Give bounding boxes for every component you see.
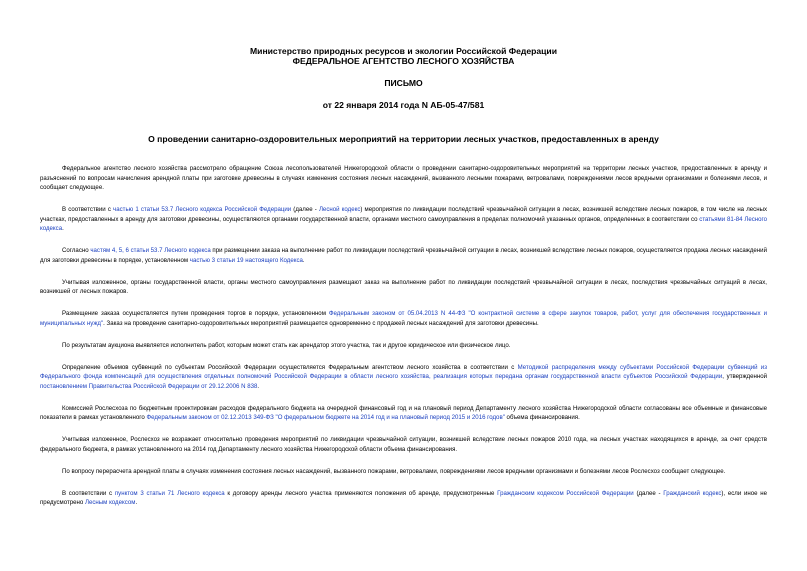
paragraph-text: Комиссией Рослесхоза по бюджетным проектировкам расходов федерального бюджета на очередной финансовый год и на плановый период Департаменту лесного хозяйства Нижегородской области согласованы все объемные и финансовые показатели в рамках установленного: [40, 404, 767, 421]
legal-reference-link[interactable]: пунктом 3 статьи 71 Лесного кодекса: [114, 489, 225, 497]
agency-name: ФЕДЕРАЛЬНОЕ АГЕНТСТВО ЛЕСНОГО ХОЗЯЙСТВА: [292, 56, 515, 66]
paragraph-text: Федеральное агентство лесного хозяйства рассмотрело обращение Союза лесопользователей Нижегородской области о проведении санитарно-оздоровительных мероприятий на территории лесных участков, предоставленных в аренду и разъяснений по вопросам начисления арендной платы при заготовке древесины в случаях изменения состояния лесных насаждений, вызванного лесными пожарами, ветровалами, повреждениями лесов вредными организмами и болезнями лесов, и сообщает следующее.: [40, 165, 767, 191]
paragraph-text: .: [135, 499, 138, 506]
paragraph-text: ), если иное не предусмотрено: [40, 489, 768, 506]
paragraph: [40, 246, 767, 265]
document-type: ПИСЬМО: [384, 78, 423, 88]
paragraph-text: к договору аренды лесного участка применяются положения об аренде, предусмотренные: [224, 489, 498, 497]
paragraph-text: при размещении заказа на выполнение работ по ликвидации последствий чрезвычайной ситуации в лесах, возникшей вследствие лесных пожаров, осуществляется продажа лесных насаждений для заготовки древесины в порядке, установленном: [40, 247, 767, 264]
paragraph: [40, 205, 767, 234]
paragraph: [40, 363, 767, 392]
paragraph-text: .: [257, 382, 260, 390]
paragraph: [40, 278, 767, 297]
paragraph: [40, 164, 767, 193]
legal-reference-link[interactable]: Федеральным законом от 05.04.2013 N 44-ФЗ "О контрактной системе в сфере закупок товаров, работ, услуг для обеспечения государственных и муниципальных нужд": [40, 310, 767, 327]
document-title: О проведении санитарно-оздоровительных мероприятий на территории лесных участков, предоставленных в аренду: [148, 134, 659, 144]
paragraph-text: .: [302, 256, 305, 264]
document-date-number: от 22 января 2014 года N АБ-05-47/581: [322, 100, 485, 110]
paragraph-text: Учитывая изложенное, органы государственной власти, органы местного самоуправления размещают заказ на выполнение работ по ликвидации последствий чрезвычайной ситуации в лесах, последствия чрезвычайных ситуаций в лесах, возникшей от лесных пожаров.: [40, 278, 767, 295]
paragraph: [40, 309, 767, 328]
paragraph-text: , утвержденной: [722, 373, 767, 380]
legal-reference-link[interactable]: частью 1 статьи 53.7 Лесного кодекса Российской Федерации: [113, 206, 292, 213]
legal-reference-link[interactable]: Федеральным законом от 02.12.2013 349-ФЗ "О федеральном бюджете на 2014 год и на плановый период 2015 и 2016 годов": [146, 414, 505, 421]
paragraph-text: Определение объемов субвенций по субъектам Российской Федерации осуществляется Федеральным агентством лесного хозяйства в соответствии с: [62, 363, 518, 371]
paragraph-text: В соответствии с: [62, 206, 114, 213]
legal-reference-link[interactable]: Лесной кодекс: [318, 206, 361, 213]
paragraph: [40, 341, 767, 351]
paragraph-text: Согласно: [62, 247, 91, 254]
paragraph-text: . Заказ на проведение санитарно-оздоровительных мероприятий размещается одновременно с продажей лесных насаждений для заготовки древесины.: [103, 319, 539, 327]
legal-reference-link[interactable]: Лесным кодексом: [85, 499, 136, 506]
paragraph-text: Размещение заказа осуществляется путем проведения торгов в порядке, установленном: [62, 310, 329, 317]
paragraph: [40, 404, 767, 423]
paragraph-text: (далее -: [633, 489, 664, 497]
legal-reference-link[interactable]: Гражданский кодекс: [663, 489, 722, 497]
legal-reference-link[interactable]: Методикой распределения между субъектами Российской Федерации субвенций из Федерального фонда компенсаций для осуществления отдельных полномочий Российской Федерации в области лесного хозяйства, реализация которых передана органам государственной власти субъектов Российской Федерации: [40, 363, 768, 380]
paragraph-text: Учитывая изложенное, Рослесхоз не возражает относительно проведения мероприятий по ликвидации чрезвычайной ситуации, возникшей вследствие лесных пожаров 2010 года, на лесных участках находящихся в аренде, за счет средств федерального бюджета, в рамках установленного на 2014 год Департаменту лесного хозяйства Нижегородской области объема финансирования.: [40, 436, 767, 453]
legal-reference-link[interactable]: частью 3 статьи 19 настоящего Кодекса: [189, 256, 303, 264]
legal-reference-link[interactable]: статьями 81-84 Лесного кодекса: [40, 215, 767, 232]
paragraph-text: По результатам аукциона выявляется исполнитель работ, которым может стать как арендатор этого участка, так и другое юридическое или физическое лицо.: [62, 341, 511, 349]
legal-reference-link[interactable]: постановлением Правительства Российской Федерации от 29.12.2006 N 838: [40, 382, 258, 390]
paragraph-text: объема финансирования.: [504, 414, 580, 421]
paragraph-text: .: [62, 225, 64, 232]
paragraph: [40, 467, 767, 477]
document-body: [40, 164, 767, 508]
paragraph-text: ) мероприятия по ликвидации последствий чрезвычайной ситуации в лесах, возникшей вследствие лесных пожаров, в том числе на лесных участках, предоставленных в аренду для заготовки древесины, осуществляются органами государственной власти, органами местного самоуправления в пределах полномочий указанных органов, определенных в соответствии со: [40, 206, 767, 223]
paragraph-text: (далее -: [291, 206, 319, 213]
paragraph-text: По вопросу перерасчета арендной платы в случаях изменения состояния лесных насаждений, вызванного пожарами, ветровалами, повреждениями лесов вредными организмами и болезнями лесов Рослесхоз сообщает следующее.: [62, 467, 726, 475]
document-header: [40, 46, 767, 110]
legal-reference-link[interactable]: Гражданским кодексом Российской Федерации: [497, 489, 634, 497]
paragraph-text: В соответствии с: [62, 489, 115, 497]
legal-reference-link[interactable]: частям 4, 5, 6 статьи 53.7 Лесного кодекса: [90, 247, 211, 254]
paragraph: [40, 489, 767, 508]
paragraph: [40, 435, 767, 454]
ministry-name: Министерство природных ресурсов и экологии Российской Федерации: [250, 46, 557, 56]
